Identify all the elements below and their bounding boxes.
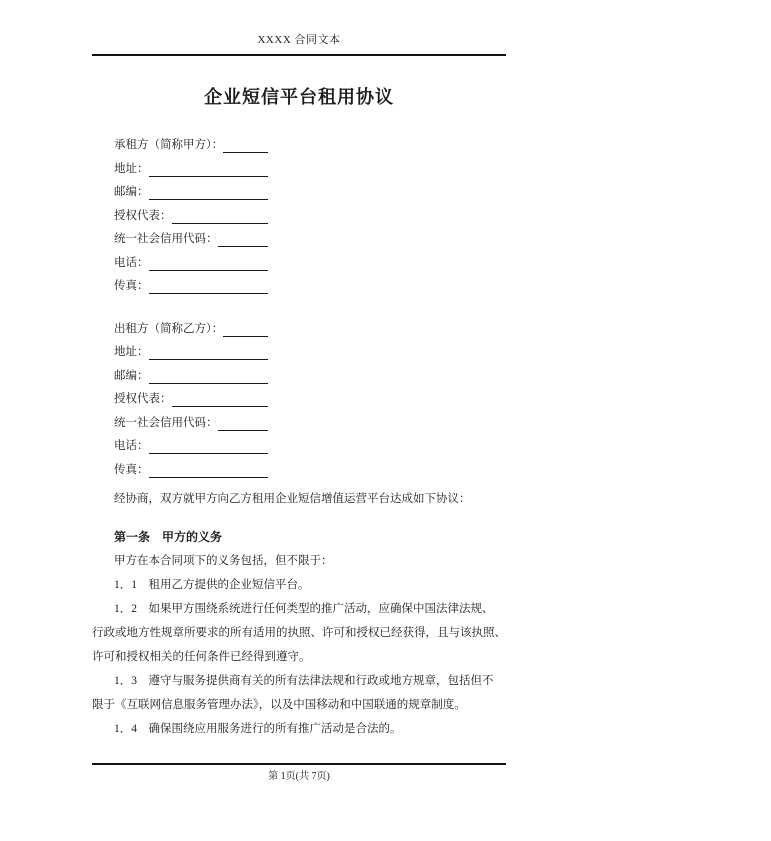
form-field-row-representative: [114, 388, 268, 412]
field-blank-line: [149, 359, 269, 360]
form-field-row-credit-code: [114, 228, 268, 252]
page-number-indicator: 第 1页(共 7页): [268, 771, 330, 782]
clause-line-1-2: 1．2 如果甲方围绕系统进行任何类型的推广活动，应确保中国法律法规、: [114, 603, 494, 615]
field-label: 传真：: [114, 280, 149, 292]
field-blank-line: [149, 383, 269, 384]
field-blank-line: [223, 152, 268, 153]
field-blank-line: [149, 199, 269, 200]
footer-rule: [92, 763, 506, 765]
field-blank-line: [218, 430, 269, 431]
form-field-row-lessor: [114, 318, 268, 342]
field-blank-line: [218, 246, 269, 247]
field-label: 邮编：: [114, 369, 149, 382]
form-field-row-fax: [114, 275, 268, 299]
field-blank-line: [149, 453, 269, 454]
field-blank-line: [172, 406, 269, 407]
field-label: 电话：: [114, 440, 149, 452]
intro-paragraph: 经协商，双方就甲方向乙方租用企业短信增值运营平台达成如下协议：: [114, 493, 471, 505]
header-rule: [92, 54, 506, 56]
document-header-label: XXXX 合同文本: [257, 34, 341, 46]
clause-line-1-3: 1．3 遵守与服务提供商有关的所有法律法规和行政或地方规章，包括但不: [114, 675, 494, 687]
field-label: 统一社会信用代码：: [114, 416, 218, 429]
clause-line-1-3-cont: 限于《互联网信息服务管理办法》，以及中国移动和中国联通的规章制度。: [92, 699, 466, 711]
field-blank-line: [149, 293, 269, 294]
form-field-row-phone: [114, 252, 268, 276]
field-label: 统一社会信用代码：: [114, 233, 218, 245]
field-label: 邮编：: [114, 186, 149, 198]
party-a-fields-block: [92, 134, 506, 299]
form-field-row-address: [114, 341, 268, 365]
field-label: 授权代表：: [114, 393, 172, 405]
section-1-lead: 甲方在本合同项下的义务包括，但不限于：: [114, 555, 333, 567]
form-field-row-postcode: [114, 365, 268, 389]
clause-line-1-1: 1．1 租用乙方提供的企业短信平台。: [114, 579, 310, 591]
form-field-row-fax: [114, 459, 268, 483]
field-blank-line: [149, 477, 269, 478]
field-label: 地址：: [114, 346, 149, 358]
form-field-row-postcode: [114, 181, 268, 205]
page-title: 企业短信平台租用协议: [204, 87, 394, 107]
field-label: 电话：: [114, 256, 149, 269]
form-field-row-lessee: [114, 134, 268, 158]
form-field-row-credit-code: [114, 412, 268, 436]
section-1-heading: 第一条 甲方的义务: [114, 530, 223, 544]
page-content-column: [92, 0, 506, 783]
clause-line-1-4: 1．4 确保围绕应用服务进行的所有推广活动是合法的。: [114, 723, 402, 735]
field-blank-line: [149, 270, 269, 271]
field-blank-line: [172, 223, 269, 224]
form-field-row-phone: [114, 435, 268, 459]
field-label: 授权代表：: [114, 209, 172, 222]
field-label: 地址：: [114, 162, 149, 175]
field-label: 传真：: [114, 463, 149, 476]
field-blank-line: [223, 336, 268, 337]
form-field-row-representative: [114, 205, 268, 229]
field-label: 承租方（简称甲方）：: [114, 139, 224, 151]
party-b-fields-block: [92, 318, 506, 483]
clause-line-1-2-cont: 行政或地方性规章所要求的所有适用的执照、许可和授权已经获得，且与该执照、: [92, 627, 506, 639]
form-field-row-address: [114, 158, 268, 182]
field-blank-line: [149, 176, 269, 177]
clause-line-1-2-cont2: 许可和授权相关的任何条件已经得到遵守。: [92, 651, 311, 663]
field-label: 出租方（简称乙方）：: [114, 322, 224, 335]
